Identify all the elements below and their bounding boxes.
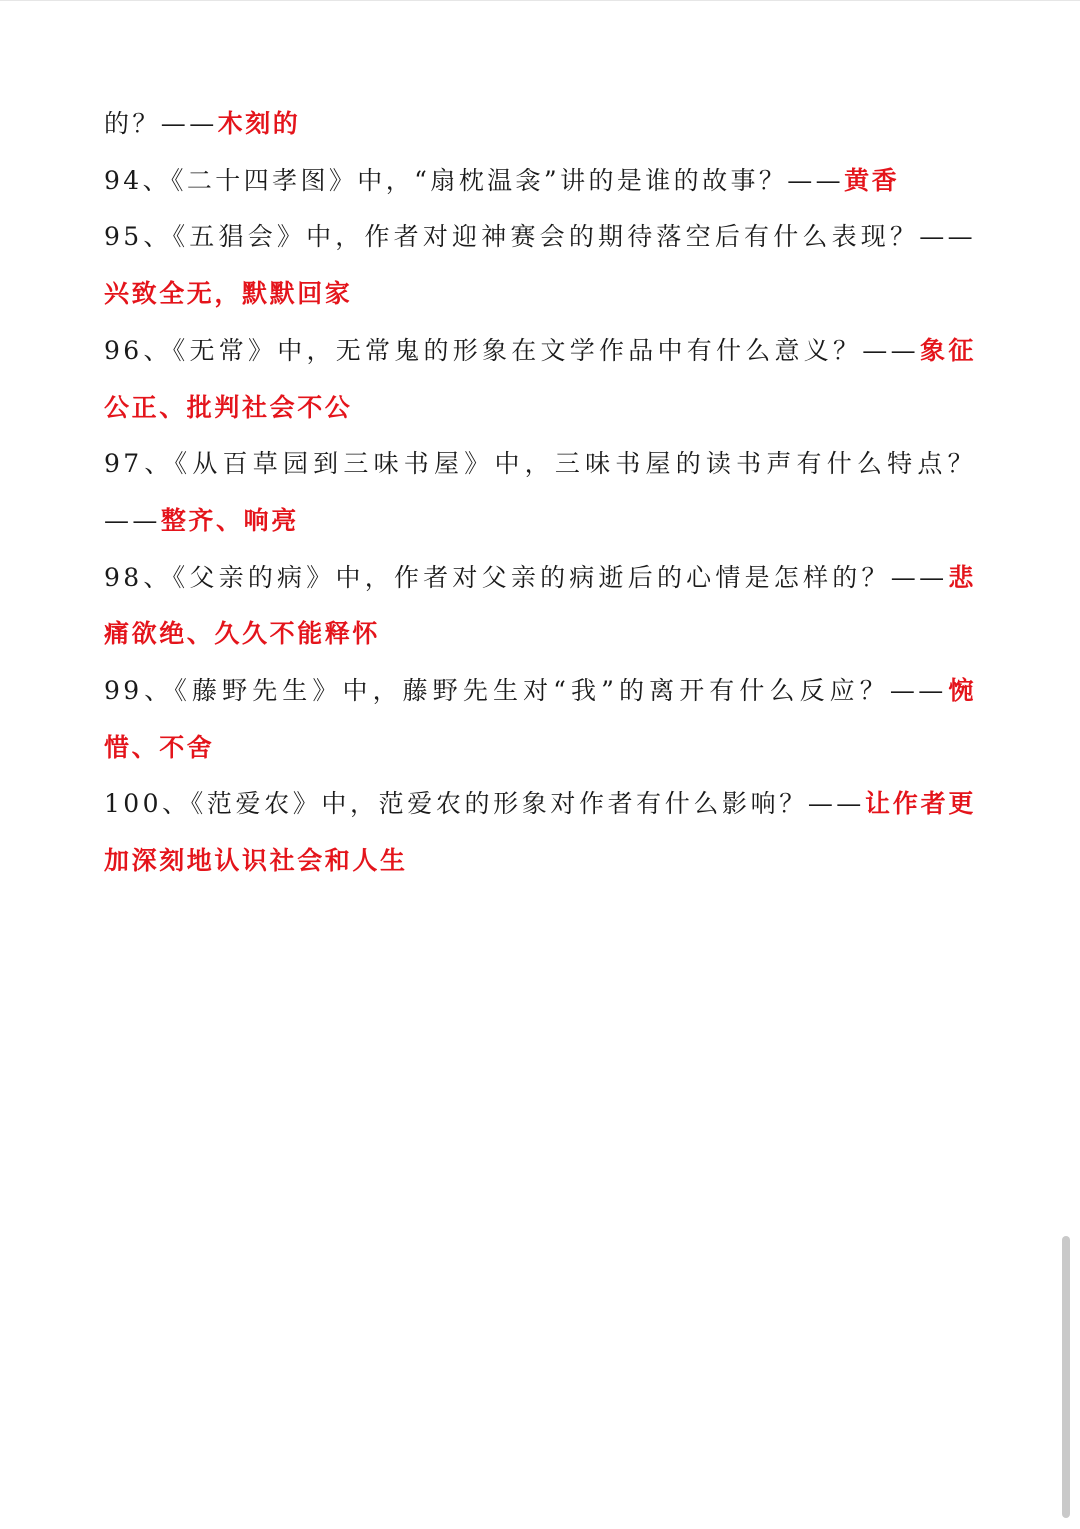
question-text: 98、《父亲的病》中，作者对父亲的病逝后的心情是怎样的？—— xyxy=(104,562,948,592)
question-text: 96、《无常》中，无常鬼的形象在文学作品中有什么意义？—— xyxy=(104,335,920,365)
answer-text: 悲痛欲绝、久久不能释怀 xyxy=(104,562,976,649)
answer-text: 象征公正、批判社会不公 xyxy=(104,335,976,422)
answer-text: 整齐、响亮 xyxy=(160,505,299,535)
vertical-scrollbar[interactable] xyxy=(1062,1236,1070,1518)
qa-item-96 xyxy=(104,323,976,436)
qa-item-95 xyxy=(104,209,976,322)
document-body xyxy=(104,96,976,890)
qa-item-94 xyxy=(104,153,976,210)
answer-text: 让作者更加深刻地认识社会和人生 xyxy=(104,789,977,876)
qa-item-93-continued xyxy=(104,96,976,153)
qa-item-99 xyxy=(104,663,976,776)
qa-item-100 xyxy=(104,776,976,889)
question-text: 的？—— xyxy=(104,109,218,138)
qa-item-97 xyxy=(104,436,976,549)
top-divider xyxy=(0,0,1080,1)
question-text: 97、《从百草园到三味书屋》中，三味书屋的读书声有什么特点？—— xyxy=(104,449,976,535)
question-text: 95、《五猖会》中，作者对迎神赛会的期待落空后有什么表现？—— xyxy=(104,222,976,252)
question-text: 99、《藤野先生》中，藤野先生对“我”的离开有什么反应？—— xyxy=(104,676,947,706)
qa-item-98 xyxy=(104,550,976,663)
answer-text: 惋惜、不舍 xyxy=(104,676,976,762)
question-text: 100、《范爱农》中，范爱农的形象对作者有什么影响？—— xyxy=(104,789,865,819)
question-text: 94、《二十四孝图》中，“扇枕温衾”讲的是谁的故事？—— xyxy=(104,165,845,195)
answer-text: 黄香 xyxy=(844,165,900,195)
answer-text: 兴致全无，默默回家 xyxy=(104,279,353,309)
answer-text: 木刻的 xyxy=(217,109,301,138)
